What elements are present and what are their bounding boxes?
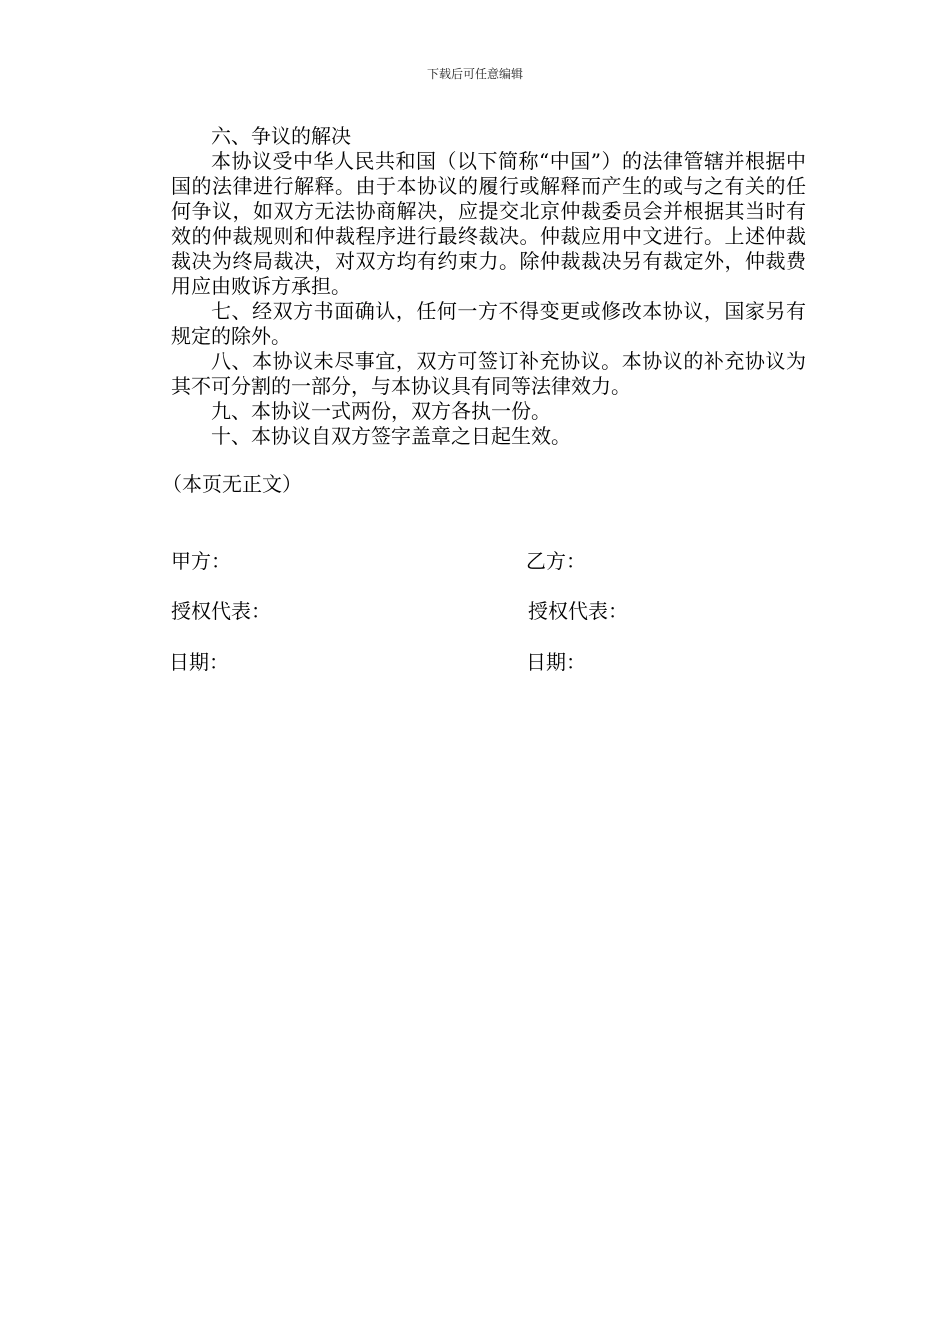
clause-6-text: 本协议受中华人民共和国（以下简称“中国”）的法律管辖并根据中国的法律进行解释。由于本协议的履行或解释而产生的或与之有关的任何争议，如双方无法协商解决，应提交北京仲裁委员会并根据其当时有效的仲裁规则和仲裁程序进行最终裁决。仲裁应用中文进行。上述仲裁裁决为终局裁决，对双方均有约束力。除仲裁裁决另有裁定外，仲裁费用应由败诉方承担。 bbox=[171, 149, 806, 298]
clause-10: 十、本协议自双方签字盖章之日起生效。 bbox=[211, 424, 571, 448]
party-a-label: 甲方： bbox=[171, 549, 231, 573]
agreement-body bbox=[171, 124, 806, 449]
clause-6-heading: 六、争议的解决 bbox=[211, 124, 351, 148]
clause-8: 八、本协议未尽事宜，双方可签订补充协议。本协议的补充协议为其不可分割的一部分，与本协议具有同等法律效力。 bbox=[171, 349, 806, 398]
clause-9: 九、本协议一式两份，双方各执一份。 bbox=[211, 399, 551, 423]
clause-7: 七、经双方书面确认，任何一方不得变更或修改本协议，国家另有规定的除外。 bbox=[171, 299, 806, 348]
no-text-note: （本页无正文） bbox=[162, 472, 302, 496]
party-b-date: 日期： bbox=[526, 650, 586, 674]
party-b-label: 乙方： bbox=[526, 549, 586, 573]
party-a-date: 日期： bbox=[169, 650, 229, 674]
party-b-representative: 授权代表： bbox=[528, 599, 628, 623]
page-header: 下载后可任意编辑 bbox=[426, 67, 523, 81]
party-a-representative: 授权代表： bbox=[171, 599, 271, 623]
